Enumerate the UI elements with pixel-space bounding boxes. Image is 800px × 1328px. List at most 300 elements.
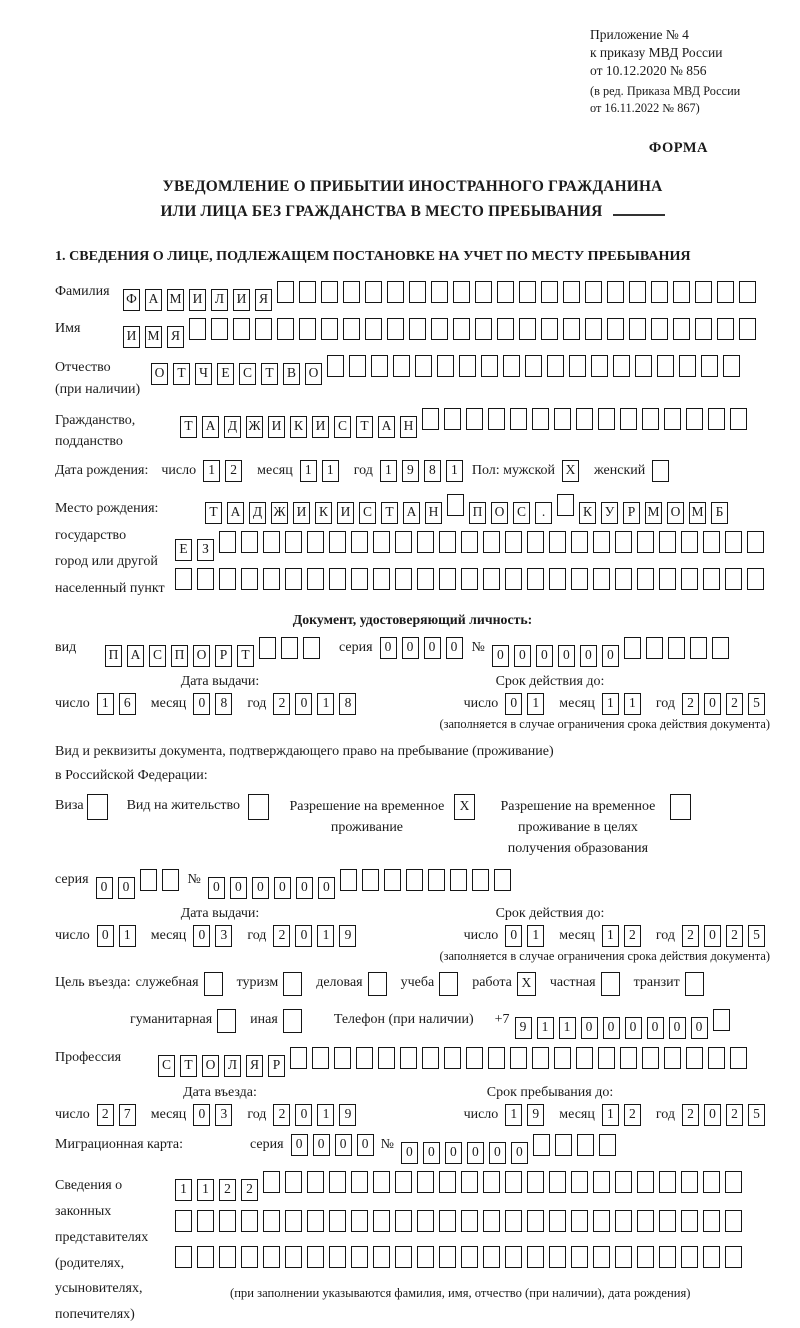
form-cell[interactable]: [406, 869, 423, 891]
birth-day-input[interactable]: [203, 460, 247, 482]
purpose-other-checkbox[interactable]: [283, 1009, 307, 1038]
form-cell[interactable]: А: [378, 416, 395, 438]
form-cell[interactable]: 0: [445, 1142, 462, 1164]
form-cell[interactable]: [519, 281, 536, 303]
form-cell[interactable]: [307, 1246, 324, 1268]
form-cell[interactable]: [599, 1134, 616, 1156]
form-cell[interactable]: 0: [704, 1104, 721, 1126]
form-cell[interactable]: Ж: [271, 502, 288, 524]
form-cell[interactable]: П: [171, 645, 188, 667]
form-cell[interactable]: [400, 1047, 417, 1069]
entry-year-input[interactable]: [273, 1104, 361, 1126]
form-cell[interactable]: Я: [246, 1055, 263, 1077]
form-cell[interactable]: 0: [424, 637, 441, 659]
doc-issue-month[interactable]: [193, 693, 237, 715]
form-cell[interactable]: 2: [273, 693, 290, 715]
form-cell[interactable]: [285, 568, 302, 590]
form-cell[interactable]: 0: [96, 877, 113, 899]
form-cell[interactable]: 0: [580, 645, 597, 667]
form-cell[interactable]: [527, 1171, 544, 1193]
form-cell[interactable]: [510, 408, 527, 430]
migration-series-input[interactable]: [291, 1134, 379, 1156]
birth-month-input[interactable]: [300, 460, 344, 482]
form-cell[interactable]: [466, 408, 483, 430]
form-cell[interactable]: В: [283, 363, 300, 385]
form-cell[interactable]: 1: [602, 925, 619, 947]
form-cell[interactable]: 1: [175, 1179, 192, 1201]
form-cell[interactable]: [629, 281, 646, 303]
form-cell[interactable]: [373, 1171, 390, 1193]
stay-day-input[interactable]: [505, 1104, 549, 1126]
form-cell[interactable]: О: [202, 1055, 219, 1077]
form-cell[interactable]: [351, 531, 368, 553]
form-cell[interactable]: [505, 1246, 522, 1268]
form-cell[interactable]: [525, 355, 542, 377]
form-cell[interactable]: [527, 1210, 544, 1232]
phone-input[interactable]: [515, 1009, 735, 1039]
form-cell[interactable]: [620, 408, 637, 430]
form-cell[interactable]: [527, 568, 544, 590]
form-cell[interactable]: Д: [224, 416, 241, 438]
form-cell[interactable]: И: [337, 502, 354, 524]
form-cell[interactable]: [285, 1246, 302, 1268]
form-cell[interactable]: 0: [536, 645, 553, 667]
form-cell[interactable]: 2: [682, 925, 699, 947]
form-cell[interactable]: [219, 568, 236, 590]
form-cell[interactable]: Т: [237, 645, 254, 667]
form-cell[interactable]: [453, 281, 470, 303]
form-cell[interactable]: [351, 1210, 368, 1232]
form-cell[interactable]: [488, 1047, 505, 1069]
form-cell[interactable]: [329, 568, 346, 590]
form-cell[interactable]: [409, 281, 426, 303]
form-cell[interactable]: [444, 1047, 461, 1069]
form-cell[interactable]: [673, 318, 690, 340]
form-cell[interactable]: [373, 568, 390, 590]
form-cell[interactable]: [351, 1171, 368, 1193]
form-cell[interactable]: [175, 568, 192, 590]
form-cell[interactable]: [494, 869, 511, 891]
form-cell[interactable]: 2: [682, 693, 699, 715]
form-cell[interactable]: [725, 1246, 742, 1268]
form-cell[interactable]: [488, 408, 505, 430]
form-cell[interactable]: [637, 531, 654, 553]
form-cell[interactable]: [533, 1134, 550, 1156]
form-cell[interactable]: М: [689, 502, 706, 524]
form-cell[interactable]: 1: [322, 460, 339, 482]
doc-series-input[interactable]: [380, 637, 468, 659]
residence-permit-checkbox[interactable]: [248, 794, 274, 825]
form-cell[interactable]: 0: [274, 877, 291, 899]
form-cell[interactable]: [321, 318, 338, 340]
form-cell[interactable]: 0: [357, 1134, 374, 1156]
form-cell[interactable]: Н: [400, 416, 417, 438]
form-cell[interactable]: [593, 1210, 610, 1232]
form-cell[interactable]: [162, 869, 179, 891]
residence-issue-month[interactable]: [193, 925, 237, 947]
form-cell[interactable]: [659, 1246, 676, 1268]
form-cell[interactable]: [725, 1210, 742, 1232]
form-cell[interactable]: М: [645, 502, 662, 524]
form-cell[interactable]: [329, 1171, 346, 1193]
form-cell[interactable]: [307, 1210, 324, 1232]
form-cell[interactable]: [349, 355, 366, 377]
form-cell[interactable]: [701, 355, 718, 377]
form-cell[interactable]: 1: [97, 693, 114, 715]
form-cell[interactable]: [475, 281, 492, 303]
form-cell[interactable]: [717, 318, 734, 340]
form-cell[interactable]: Т: [173, 363, 190, 385]
form-cell[interactable]: [387, 318, 404, 340]
form-cell[interactable]: [329, 1246, 346, 1268]
form-cell[interactable]: С: [149, 645, 166, 667]
form-cell[interactable]: [713, 1009, 730, 1031]
form-cell[interactable]: 0: [669, 1017, 686, 1039]
form-cell[interactable]: [356, 1047, 373, 1069]
form-cell[interactable]: 5: [748, 1104, 765, 1126]
form-cell[interactable]: [453, 318, 470, 340]
form-cell[interactable]: А: [227, 502, 244, 524]
form-cell[interactable]: [466, 1047, 483, 1069]
form-cell[interactable]: [483, 1246, 500, 1268]
form-cell[interactable]: [629, 318, 646, 340]
form-cell[interactable]: 8: [339, 693, 356, 715]
form-cell[interactable]: [642, 1047, 659, 1069]
form-cell[interactable]: [598, 408, 615, 430]
form-cell[interactable]: [211, 318, 228, 340]
form-cell[interactable]: 0: [505, 925, 522, 947]
form-cell[interactable]: [503, 355, 520, 377]
form-cell[interactable]: Я: [167, 326, 184, 348]
form-cell[interactable]: [307, 568, 324, 590]
form-cell[interactable]: [283, 1009, 302, 1033]
residence-valid-month[interactable]: [602, 925, 646, 947]
form-cell[interactable]: 1: [537, 1017, 554, 1039]
form-cell[interactable]: Л: [224, 1055, 241, 1077]
form-cell[interactable]: А: [403, 502, 420, 524]
form-cell[interactable]: 1: [317, 1104, 334, 1126]
form-cell[interactable]: [576, 408, 593, 430]
form-cell[interactable]: [461, 1171, 478, 1193]
form-cell[interactable]: [437, 355, 454, 377]
form-cell[interactable]: 5: [748, 925, 765, 947]
given-name-input[interactable]: [123, 318, 761, 348]
form-cell[interactable]: [637, 1171, 654, 1193]
form-cell[interactable]: [527, 531, 544, 553]
form-cell[interactable]: К: [290, 416, 307, 438]
form-cell[interactable]: [283, 972, 302, 996]
form-cell[interactable]: 1: [317, 925, 334, 947]
form-cell[interactable]: [725, 531, 742, 553]
form-cell[interactable]: Р: [268, 1055, 285, 1077]
form-cell[interactable]: [343, 318, 360, 340]
form-cell[interactable]: 0: [380, 637, 397, 659]
form-cell[interactable]: 1: [527, 925, 544, 947]
form-cell[interactable]: [439, 1246, 456, 1268]
form-cell[interactable]: [686, 1047, 703, 1069]
form-cell[interactable]: [417, 1171, 434, 1193]
form-cell[interactable]: Е: [175, 539, 192, 561]
form-cell[interactable]: Т: [180, 1055, 197, 1077]
form-cell[interactable]: Т: [261, 363, 278, 385]
form-cell[interactable]: [483, 531, 500, 553]
doc-valid-month[interactable]: [602, 693, 646, 715]
form-cell[interactable]: [241, 1246, 258, 1268]
form-cell[interactable]: 1: [624, 693, 641, 715]
form-cell[interactable]: [409, 318, 426, 340]
form-cell[interactable]: [395, 1246, 412, 1268]
form-cell[interactable]: 0: [704, 693, 721, 715]
form-cell[interactable]: 0: [118, 877, 135, 899]
form-cell[interactable]: 0: [511, 1142, 528, 1164]
form-cell[interactable]: Я: [255, 289, 272, 311]
form-cell[interactable]: [312, 1047, 329, 1069]
form-cell[interactable]: 9: [339, 1104, 356, 1126]
sex-male-checkbox[interactable]: [562, 460, 584, 482]
form-cell[interactable]: 0: [402, 637, 419, 659]
entry-month-input[interactable]: [193, 1104, 237, 1126]
sex-female-checkbox[interactable]: [652, 460, 674, 487]
form-cell[interactable]: О: [305, 363, 322, 385]
purpose-work-checkbox[interactable]: [517, 972, 541, 996]
form-cell[interactable]: [593, 1246, 610, 1268]
form-cell[interactable]: И: [312, 416, 329, 438]
form-cell[interactable]: [299, 318, 316, 340]
form-cell[interactable]: [615, 1246, 632, 1268]
form-cell[interactable]: [365, 281, 382, 303]
residence-issue-day[interactable]: [97, 925, 141, 947]
form-cell[interactable]: [444, 408, 461, 430]
form-cell[interactable]: [281, 637, 298, 659]
form-cell[interactable]: [263, 531, 280, 553]
form-cell[interactable]: [657, 355, 674, 377]
form-cell[interactable]: [708, 408, 725, 430]
form-cell[interactable]: [277, 281, 294, 303]
form-cell[interactable]: [717, 281, 734, 303]
form-cell[interactable]: [673, 281, 690, 303]
form-cell[interactable]: [422, 1047, 439, 1069]
form-cell[interactable]: 2: [726, 1104, 743, 1126]
form-cell[interactable]: [577, 1134, 594, 1156]
form-cell[interactable]: 1: [197, 1179, 214, 1201]
form-cell[interactable]: [703, 531, 720, 553]
form-cell[interactable]: [681, 1171, 698, 1193]
form-cell[interactable]: [175, 1210, 192, 1232]
form-cell[interactable]: [554, 1047, 571, 1069]
form-cell[interactable]: [505, 1210, 522, 1232]
form-cell[interactable]: 3: [215, 925, 232, 947]
form-cell[interactable]: [248, 794, 269, 820]
form-cell[interactable]: 1: [505, 1104, 522, 1126]
form-cell[interactable]: [87, 794, 108, 820]
form-cell[interactable]: С: [334, 416, 351, 438]
form-cell[interactable]: 0: [193, 925, 210, 947]
form-cell[interactable]: [461, 531, 478, 553]
form-cell[interactable]: [613, 355, 630, 377]
form-cell[interactable]: А: [202, 416, 219, 438]
form-cell[interactable]: [703, 1210, 720, 1232]
entry-day-input[interactable]: [97, 1104, 141, 1126]
purpose-transit-checkbox[interactable]: [685, 972, 709, 1001]
form-cell[interactable]: [571, 1246, 588, 1268]
form-cell[interactable]: 0: [252, 877, 269, 899]
form-cell[interactable]: [725, 1171, 742, 1193]
form-cell[interactable]: 0: [603, 1017, 620, 1039]
form-cell[interactable]: [285, 1210, 302, 1232]
form-cell[interactable]: [563, 281, 580, 303]
form-cell[interactable]: [307, 531, 324, 553]
form-cell[interactable]: [395, 568, 412, 590]
form-cell[interactable]: [642, 408, 659, 430]
form-cell[interactable]: 1: [300, 460, 317, 482]
form-cell[interactable]: 1: [317, 693, 334, 715]
form-cell[interactable]: [585, 318, 602, 340]
form-cell[interactable]: 6: [119, 693, 136, 715]
form-cell[interactable]: [670, 794, 691, 820]
visa-checkbox[interactable]: [87, 794, 113, 825]
form-cell[interactable]: [555, 1134, 572, 1156]
form-cell[interactable]: [569, 355, 586, 377]
form-cell[interactable]: [681, 1210, 698, 1232]
form-cell[interactable]: [217, 1009, 236, 1033]
form-cell[interactable]: X: [517, 972, 536, 996]
form-cell[interactable]: [703, 568, 720, 590]
form-cell[interactable]: [659, 1171, 676, 1193]
form-cell[interactable]: [505, 1171, 522, 1193]
citizenship-input[interactable]: [180, 408, 752, 438]
form-cell[interactable]: [395, 1171, 412, 1193]
form-cell[interactable]: Л: [211, 289, 228, 311]
form-cell[interactable]: 8: [424, 460, 441, 482]
form-cell[interactable]: 0: [602, 645, 619, 667]
form-cell[interactable]: [329, 1210, 346, 1232]
form-cell[interactable]: 2: [219, 1179, 236, 1201]
form-cell[interactable]: Т: [205, 502, 222, 524]
form-cell[interactable]: [373, 1246, 390, 1268]
birthplace-input-row2[interactable]: [175, 531, 769, 561]
form-cell[interactable]: 0: [97, 925, 114, 947]
form-cell[interactable]: [343, 281, 360, 303]
purpose-business-checkbox[interactable]: [368, 972, 392, 1001]
form-cell[interactable]: П: [105, 645, 122, 667]
form-cell[interactable]: [620, 1047, 637, 1069]
form-cell[interactable]: 0: [446, 637, 463, 659]
form-cell[interactable]: [659, 1210, 676, 1232]
form-cell[interactable]: [371, 355, 388, 377]
form-cell[interactable]: [747, 568, 764, 590]
form-cell[interactable]: [576, 1047, 593, 1069]
surname-input[interactable]: [123, 281, 761, 311]
form-cell[interactable]: 2: [624, 1104, 641, 1126]
form-cell[interactable]: 2: [682, 1104, 699, 1126]
legal-reps-input-row1[interactable]: [175, 1171, 747, 1201]
form-cell[interactable]: А: [127, 645, 144, 667]
purpose-official-checkbox[interactable]: [204, 972, 228, 1001]
form-cell[interactable]: [708, 1047, 725, 1069]
form-cell[interactable]: [384, 869, 401, 891]
form-cell[interactable]: О: [151, 363, 168, 385]
form-cell[interactable]: .: [535, 502, 552, 524]
form-cell[interactable]: [615, 1210, 632, 1232]
form-cell[interactable]: С: [158, 1055, 175, 1077]
form-cell[interactable]: [241, 568, 258, 590]
form-cell[interactable]: А: [145, 289, 162, 311]
form-cell[interactable]: [739, 318, 756, 340]
form-cell[interactable]: [686, 408, 703, 430]
form-cell[interactable]: [373, 531, 390, 553]
form-cell[interactable]: И: [233, 289, 250, 311]
form-cell[interactable]: [532, 408, 549, 430]
form-cell[interactable]: [241, 1210, 258, 1232]
form-cell[interactable]: [255, 318, 272, 340]
form-cell[interactable]: П: [469, 502, 486, 524]
form-cell[interactable]: [593, 1171, 610, 1193]
form-cell[interactable]: 2: [225, 460, 242, 482]
form-cell[interactable]: [681, 1246, 698, 1268]
form-cell[interactable]: [730, 1047, 747, 1069]
form-cell[interactable]: [730, 408, 747, 430]
form-cell[interactable]: [519, 318, 536, 340]
form-cell[interactable]: [681, 568, 698, 590]
form-cell[interactable]: [637, 1246, 654, 1268]
form-cell[interactable]: [723, 355, 740, 377]
form-cell[interactable]: [481, 355, 498, 377]
form-cell[interactable]: [439, 972, 458, 996]
form-cell[interactable]: 0: [295, 925, 312, 947]
form-cell[interactable]: И: [189, 289, 206, 311]
form-cell[interactable]: [351, 568, 368, 590]
form-cell[interactable]: [285, 531, 302, 553]
form-cell[interactable]: [378, 1047, 395, 1069]
form-cell[interactable]: 1: [119, 925, 136, 947]
form-cell[interactable]: М: [167, 289, 184, 311]
form-cell[interactable]: 0: [625, 1017, 642, 1039]
form-cell[interactable]: З: [197, 539, 214, 561]
form-cell[interactable]: Е: [217, 363, 234, 385]
form-cell[interactable]: [497, 281, 514, 303]
form-cell[interactable]: 0: [691, 1017, 708, 1039]
form-cell[interactable]: [321, 281, 338, 303]
form-cell[interactable]: [439, 531, 456, 553]
form-cell[interactable]: [664, 408, 681, 430]
form-cell[interactable]: X: [562, 460, 579, 482]
form-cell[interactable]: 0: [467, 1142, 484, 1164]
form-cell[interactable]: 2: [241, 1179, 258, 1201]
form-cell[interactable]: [417, 1210, 434, 1232]
form-cell[interactable]: [637, 1210, 654, 1232]
profession-input[interactable]: [158, 1047, 752, 1077]
form-cell[interactable]: 2: [273, 1104, 290, 1126]
form-cell[interactable]: О: [193, 645, 210, 667]
form-cell[interactable]: [395, 531, 412, 553]
form-cell[interactable]: У: [601, 502, 618, 524]
doc-issue-year[interactable]: [273, 693, 361, 715]
form-cell[interactable]: 0: [208, 877, 225, 899]
form-cell[interactable]: [189, 318, 206, 340]
form-cell[interactable]: [450, 869, 467, 891]
form-cell[interactable]: [695, 318, 712, 340]
form-cell[interactable]: [439, 1210, 456, 1232]
form-cell[interactable]: [725, 568, 742, 590]
form-cell[interactable]: [329, 531, 346, 553]
form-cell[interactable]: [532, 1047, 549, 1069]
form-cell[interactable]: К: [315, 502, 332, 524]
form-cell[interactable]: [362, 869, 379, 891]
form-cell[interactable]: [703, 1246, 720, 1268]
form-cell[interactable]: Н: [425, 502, 442, 524]
form-cell[interactable]: 0: [295, 1104, 312, 1126]
form-cell[interactable]: [285, 1171, 302, 1193]
